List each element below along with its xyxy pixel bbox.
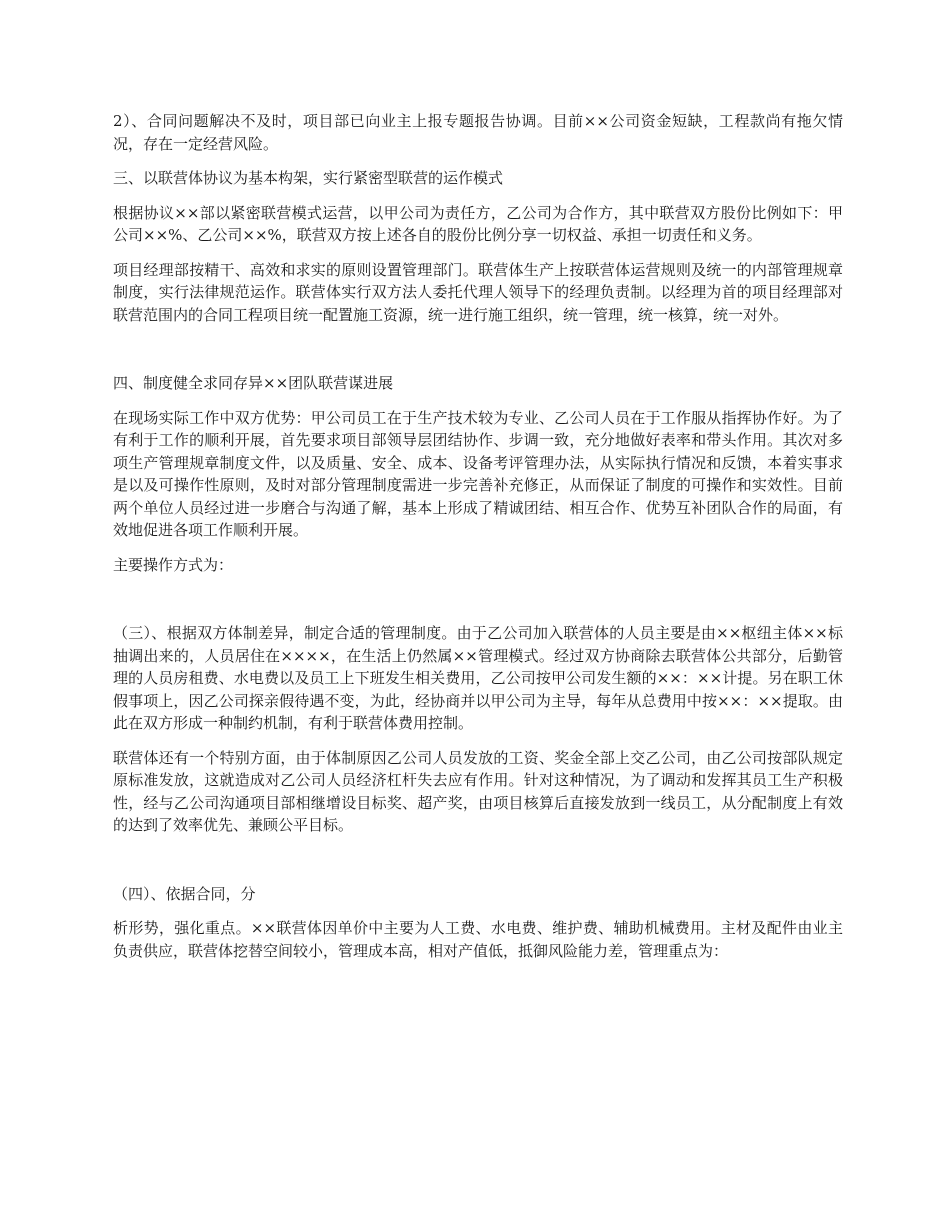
paragraph-item-3: （三）、根据双方体制差异，制定合适的管理制度。由于乙公司加入联营体的人员主要是由××枢纽主体××标抽调出来的，人员居住在××××，在生活上仍然属××管理模式。经过双方协商除去联营体公共部分，后勤管理的人员房租费、水电费以及员工上下班发生相关费用，乙公司按甲公司发生额的××：××计提。另在职工休假事项上，因乙公司探亲假待遇不变，为此，经协商并以甲公司为主导，每年从总费用中按××：××提取。由此在双方形成一种制约机制，有利于联营体费用控制。 xyxy=(113,624,843,732)
paragraph-item-4-heading: （四）、依据合同，分 xyxy=(113,884,256,903)
heading-section-3: 三、以联营体协议为基本构架，实行紧密型联营的运作模式 xyxy=(113,169,504,187)
document-page xyxy=(113,110,843,962)
paragraph-project-department: 项目经理部按精干、高效和求实的原则设置管理部门。联营体生产上按联营体运营规则及统一的内部管理规章制度，实行法律规范运作。联营体实行双方法人委托代理人领导下的经理负责制。以经理为首的项目经理部对联营范围内的合同工程项目统一配置施工资源，统一进行施工组织，统一管理，统一核算，统一对外。 xyxy=(113,260,843,324)
heading-section-4: 四、制度健全求同存异××团队联营谋进展 xyxy=(113,374,394,392)
paragraph-item-4-body: 析形势，强化重点。××联营体因单价中主要为人工费、水电费、维护费、辅助机械费用。主材及配件由业主负责供应，联营体挖替空间较小，管理成本高，相对产值低，抵御风险能力差，管理重点为： xyxy=(113,919,843,960)
paragraph-agreement: 根据协议××部以紧密联营模式运营，以甲公司为责任方，乙公司为合作方，其中联营双方股份比例如下：甲公司××%、乙公司××%，联营双方按上述各自的股份比例分享一切权益、承担一切责任和义务。 xyxy=(113,203,843,244)
paragraph-special-aspect: 联营体还有一个特别方面，由于体制原因乙公司人员发放的工资、奖金全部上交乙公司，由乙公司按部队规定原标准发放，这就造成对乙公司人员经济杠杆失去应有作用。针对这种情况，为了调动和发挥其员工生产积极性，经与乙公司沟通项目部相继增设目标奖、超产奖，由项目核算后直接发放到一线员工，从分配制度上有效的达到了效率优先、兼顾公平目标。 xyxy=(113,748,843,834)
paragraph-field-work: 在现场实际工作中双方优势：甲公司员工在于生产技术较为专业、乙公司人员在于工作服从指挥协作好。为了有利于工作的顺利开展，首先要求项目部领导层团结协作、步调一致，充分地做好表率和带头作用。其次对多项生产管理规章制度文件，以及质量、安全、成本、设备考评管理办法，从实际执行情况和反馈，本着实事求是以及可操作性原则，及时对部分管理制度需进一步完善补充修正，从而保证了制度的可操作和实效性。目前两个单位人员经过进一步磨合与沟通了解，基本上形成了精诚团结、相互合作、优势互补团队合作的局面，有效地促进各项工作顺利开展。 xyxy=(113,408,843,539)
paragraph-main-methods: 主要操作方式为： xyxy=(113,555,234,574)
paragraph-contract-issue: 2）、合同问题解决不及时，项目部已向业主上报专题报告协调。目前××公司资金短缺，工程款尚有拖欠情况，存在一定经营风险。 xyxy=(113,112,843,153)
